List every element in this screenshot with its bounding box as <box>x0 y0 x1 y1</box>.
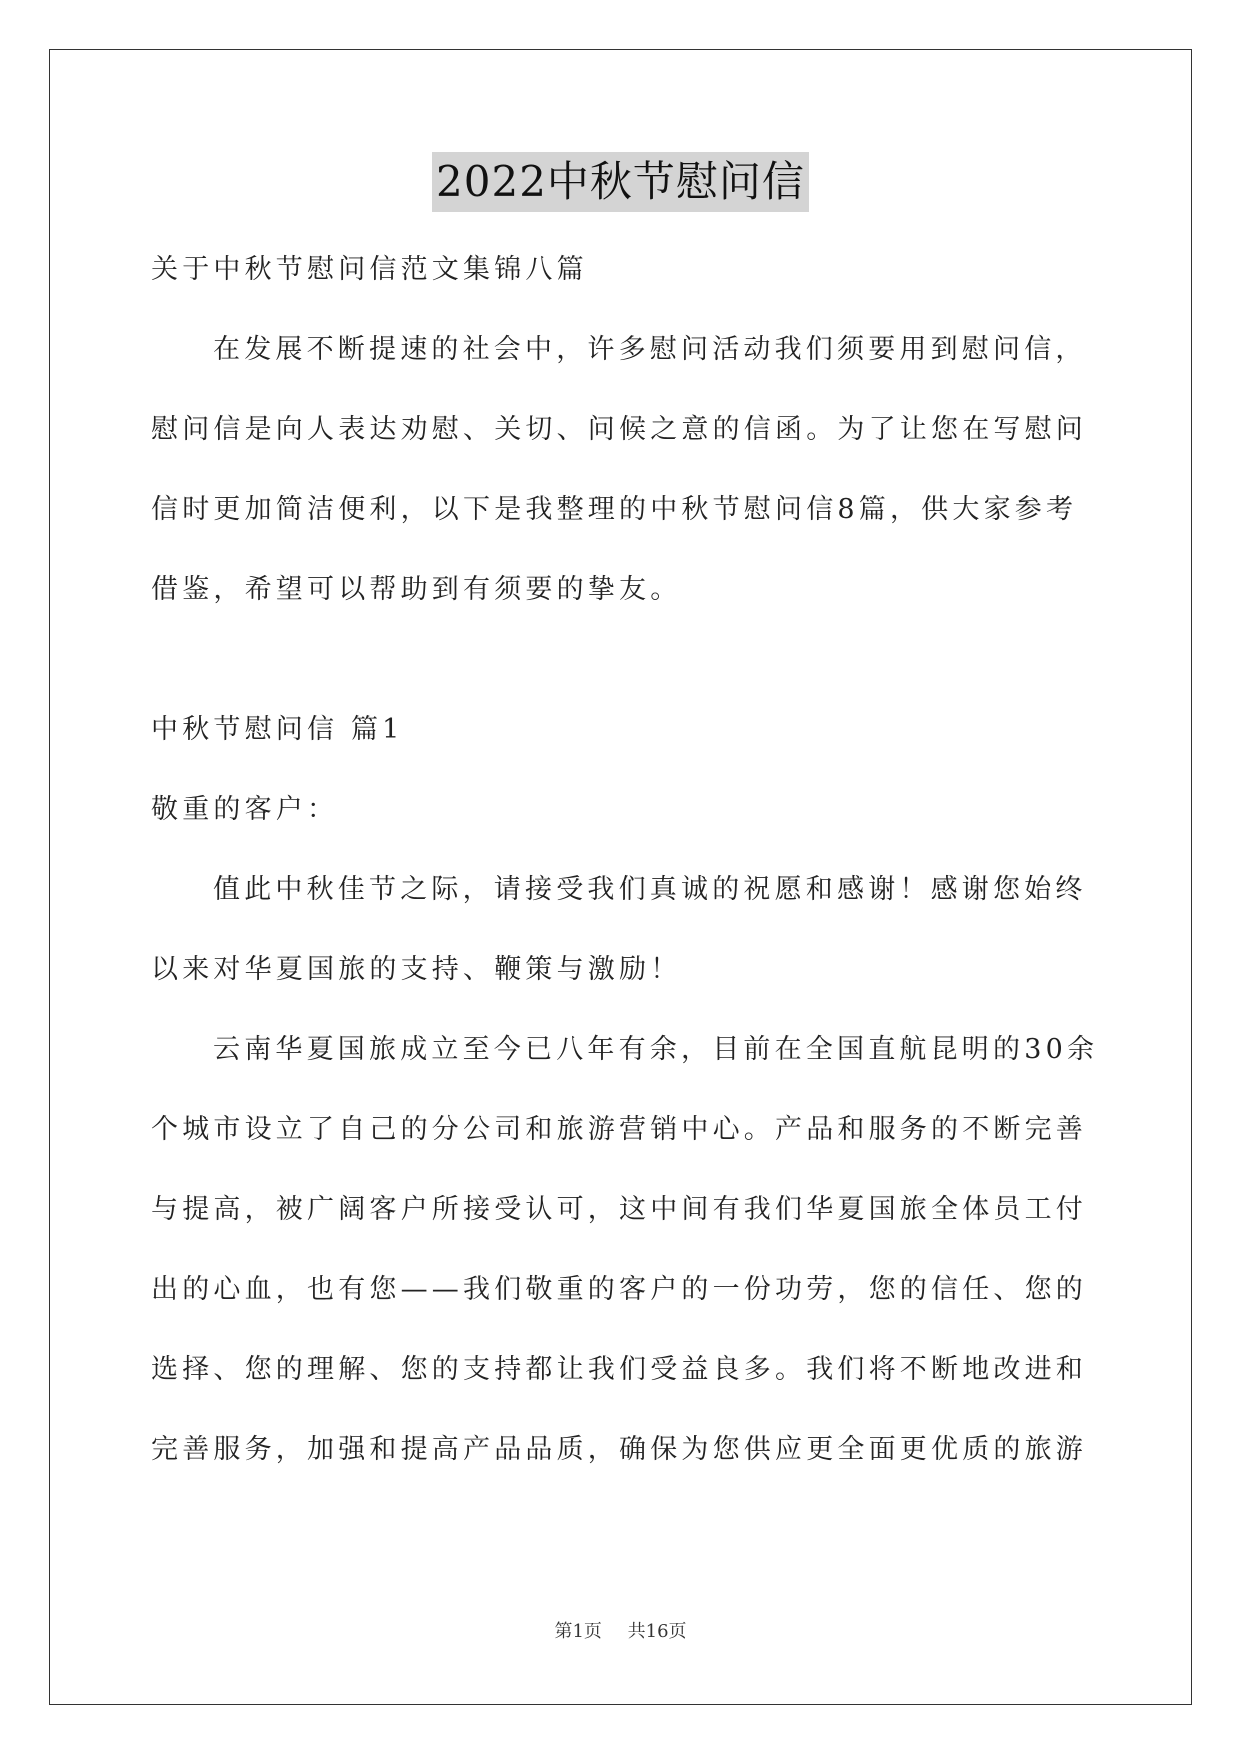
subtitle: 关于中秋节慰问信范文集锦八篇 <box>151 254 588 285</box>
paragraph-line: 出的心血，也有您——我们敬重的客户的一份功劳，您的信任、您的 <box>151 1274 1087 1305</box>
section-gap <box>151 630 1093 690</box>
paragraph-line: 个城市设立了自己的分公司和旅游营销中心。产品和服务的不断完善 <box>151 1114 1087 1145</box>
page-total: 共16页 <box>627 1621 687 1642</box>
paragraph-line: 以来对华夏国旅的支持、鞭策与激励！ <box>151 954 682 985</box>
document-body <box>151 230 1099 1490</box>
paragraph-line: 完善服务，加强和提高产品品质，确保为您供应更全面更优质的旅游 <box>151 1434 1087 1465</box>
section-heading: 中秋节慰问信 篇1 <box>151 714 404 745</box>
salutation: 敬重的客户： <box>151 794 339 825</box>
intro-line: 借鉴，希望可以帮助到有须要的挚友。 <box>151 574 682 605</box>
document-title: 2022中秋节慰问信 <box>432 152 809 212</box>
paragraph-line: 值此中秋佳节之际，请接受我们真诚的祝愿和感谢！感谢您始终 <box>213 874 1087 905</box>
intro-line: 信时更加简洁便利，以下是我整理的中秋节慰问信8篇，供大家参考 <box>151 494 1078 525</box>
paragraph-line: 选择、您的理解、您的支持都让我们受益良多。我们将不断地改进和 <box>151 1354 1087 1385</box>
page-footer <box>0 1617 1241 1643</box>
paragraph-line: 云南华夏国旅成立至今已八年有余，目前在全国直航昆明的30余 <box>213 1034 1099 1065</box>
title-container <box>0 152 1241 212</box>
intro-line: 慰问信是向人表达劝慰、关切、问候之意的信函。为了让您在写慰问 <box>151 414 1087 445</box>
intro-line: 在发展不断提速的社会中，许多慰问活动我们须要用到慰问信， <box>213 334 1087 365</box>
page-number: 第1页 <box>554 1621 602 1642</box>
paragraph-line: 与提高，被广阔客户所接受认可，这中间有我们华夏国旅全体员工付 <box>151 1194 1087 1225</box>
